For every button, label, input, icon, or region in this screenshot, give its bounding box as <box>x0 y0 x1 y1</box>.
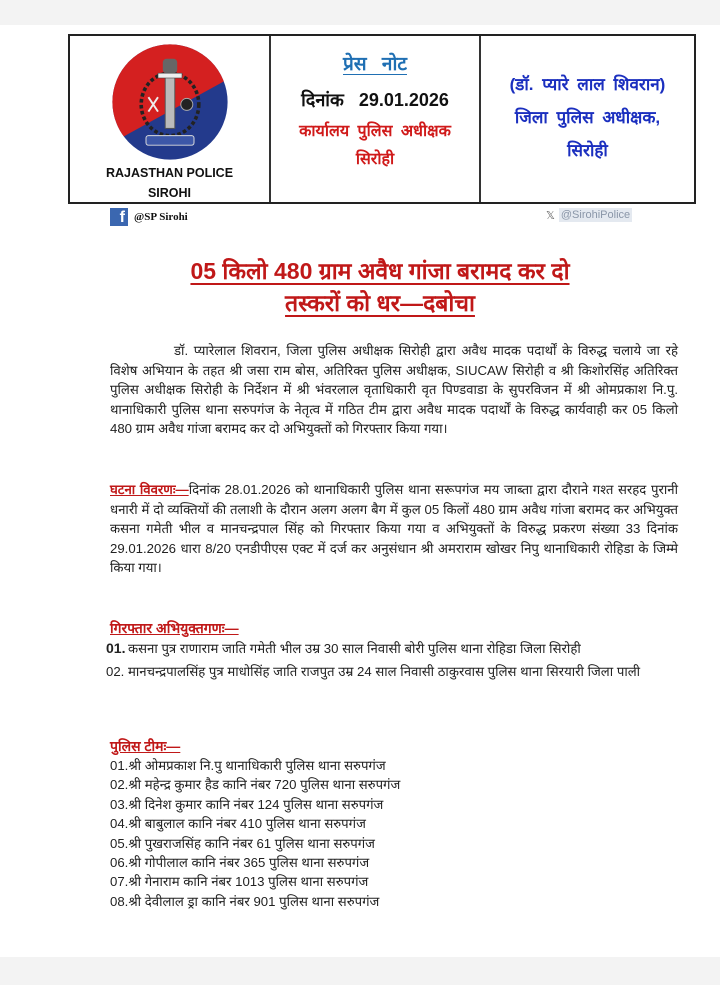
team-member: 07.श्री गेनाराम कानि नंबर 1013 पुलिस थाना सरुपगंज <box>110 874 369 890</box>
facebook-handle-text: @SP Sirohi <box>134 211 188 223</box>
press-note-date <box>271 88 479 112</box>
accused-number: 01. <box>106 640 126 656</box>
x-handle-text: @SirohiPolice <box>560 209 631 221</box>
team-member: 02.श्री महेन्द्र कुमार हैड कानि नंबर 720 पुलिस थाना सरुपगंज <box>110 777 401 793</box>
facebook-handle[interactable] <box>110 208 188 226</box>
team-member: 01.श्री ओमप्रकाश नि.पु थानाधिकारी पुलिस थाना सरुपगंज <box>110 758 386 773</box>
org-name: RAJASTHAN POLICE <box>105 166 234 180</box>
org-district: SIROHI <box>147 186 192 200</box>
x-handle[interactable] <box>546 208 632 222</box>
date-label: दिनांक <box>301 90 344 110</box>
team-member: 08.श्री देवीलाल ड्रा कानि नंबर 901 पुलिस थाना सरुपगंज <box>110 893 380 909</box>
team-member: 03.श्री दिनेश कुमार कानि नंबर 124 पुलिस थाना सरुपगंज <box>110 796 384 812</box>
accused-item <box>106 662 678 682</box>
incident-label: घटना विवरणः— <box>110 482 189 497</box>
letterhead-table <box>68 34 696 204</box>
press-note-page <box>0 25 720 957</box>
team-member: 05.श्री पुखराजसिंह कानि नंबर 61 पुलिस थाना सरुपगंज <box>110 835 375 851</box>
accused-item <box>106 639 678 659</box>
accused-details: मानचन्द्रपालसिंह पुत्र माधोसिंह जाति राजपुत उम्र 24 साल निवासी ठाकुरवास पुलिस थाना सिरयारी जिला पाली <box>128 663 641 679</box>
headline <box>120 255 640 319</box>
officer-cell <box>481 36 694 202</box>
x-icon: 𝕏 <box>546 209 555 222</box>
rajasthan-police-emblem-icon <box>108 42 232 162</box>
headline-line-2: तस्करों को धर—दबोचा <box>285 290 475 316</box>
officer-name: (डॉ. प्यारे लाल शिवरान) <box>509 75 666 94</box>
officer-place: सिरोही <box>567 141 608 160</box>
accused-heading: गिरफ्तार अभियुक्तगणः— <box>110 620 239 636</box>
officer-title: जिला पुलिस अधीक्षक, <box>514 108 661 127</box>
press-note-cell <box>271 36 481 202</box>
logo-cell <box>70 36 271 202</box>
accused-list <box>106 639 678 684</box>
headline-line-1: 05 किलो 480 ग्राम अवैध गांजा बरामद कर दो <box>190 258 570 284</box>
office-title <box>271 118 479 174</box>
team-heading: पुलिस टीमः— <box>110 738 181 754</box>
team-member: 06.श्री गोपीलाल कानि नंबर 365 पुलिस थाना सरुपगंज <box>110 855 370 871</box>
team-list <box>110 756 400 911</box>
accused-number: 02. <box>106 663 125 679</box>
press-note-title: प्रेस नोट <box>343 54 407 75</box>
date-value: 29.01.2026 <box>358 90 449 110</box>
incident-paragraph <box>110 480 678 578</box>
accused-details: कसना पुत्र राणाराम जाति गमेती भील उम्र 30 साल निवासी बोरी पुलिस थाना रोहिडा जिला सिरोही <box>128 641 581 656</box>
intro-paragraph: डॉ. प्यारेलाल शिवरान, जिला पुलिस अधीक्षक सिरोही द्वारा अवैध मादक पदार्थों के विरुद्ध चलाये जा रहे विशेष अभियान के तहत श्री जसा राम बोस, अतिरिक्त पुलिस अधीक्षक, SIUCAW सिरोही व श्री किशोरसिंह अतिरिक्त पुलिस अधीक्षक सिरोही के निर्देशन में श्री भंवरलाल वृताधिकारी वृत पिण्डवाडा के सुपरविजन में श्री ओमप्रकाश नि.पु. थानाधिकारी पुलिस थाना सरुपगंज के नेतृत्व में गठित टीम द्वारा अवैध मादक पदार्थों के विरुद्ध कार्यवाही कर 05 किलो 480 ग्राम अवैध गांजा बरामद कर दो अभियुक्तों को गिरफ्तार किया गया। <box>110 343 678 437</box>
office-line-2: सिरोही <box>355 151 395 168</box>
incident-text: दिनांक 28.01.2026 को थानाधिकारी पुलिस थाना सरूपगंज मय जाब्ता द्वारा दौराने गश्त सरहद पुरानी धनारी में दो व्यक्तियों की तलाशी के दौरान अलग अलग बैग में कुल 05 किलों 480 ग्राम अवैध गांजा बरामद कर अभियुक्त कसना गमेती भील व मानचन्द्रपाल सिंह को गिरफ्तार किया गया व अभियुक्तों के विरुद्ध प्रकरण संख्या 33 दिनांक 29.01.2026 धारा 8/20 एनडीपीएस एक्ट में दर्ज कर अनुसंधान श्री अमराराम खोखर निपु थानाधिकारी रोहिडा के जिम्मे किया गया। <box>110 482 678 576</box>
office-line-1: कार्यालय पुलिस अधीक्षक <box>299 123 451 140</box>
team-member: 04.श्री बाबुलाल कानि नंबर 410 पुलिस थाना सरुपगंज <box>110 816 366 832</box>
facebook-icon: f <box>110 208 128 226</box>
